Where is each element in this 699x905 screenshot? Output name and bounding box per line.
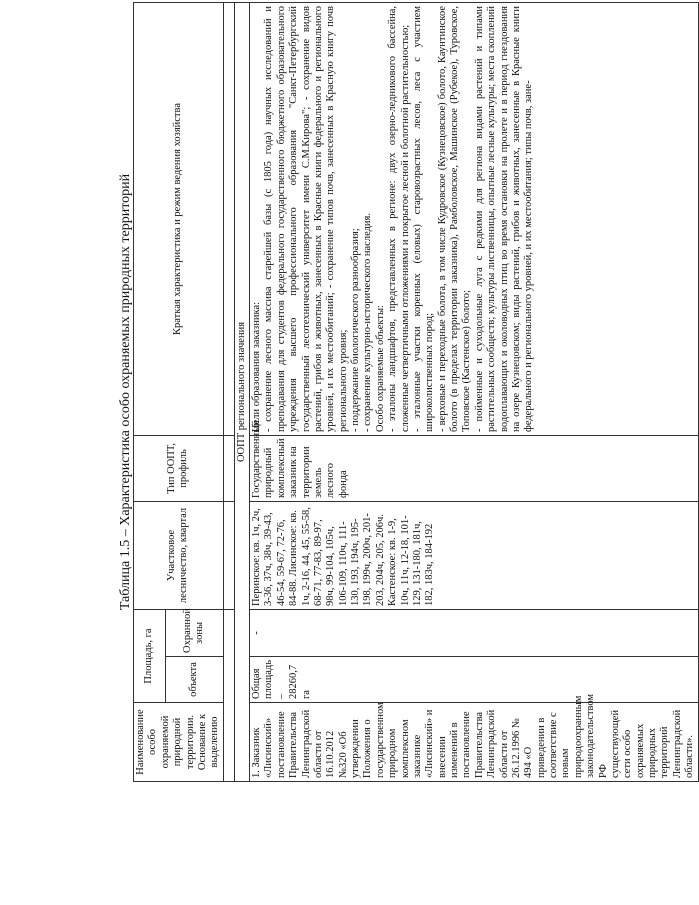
goal-item: - сохранение культурно-исторического наследия. <box>362 212 374 432</box>
goal-item: - поддержание биологического разнообразия; <box>350 228 361 432</box>
section-row <box>234 2 249 781</box>
object-item: - эталоны ландшафтов, представленных в регионе: двух озерно-ледникового бассейна, сложенные четвертичными отложениями и покрытое лесной и болотной растительностью; <box>387 5 411 432</box>
column-number-4 <box>223 2 234 435</box>
objects-heading: Особо охраняемые объекты: <box>374 305 386 432</box>
header-area: Площадь, га <box>134 609 166 702</box>
cell-forestry: Перинское: кв. 1ч, 2ч, 3-36, 37ч, 38ч, 39-43, 46-54, 59-67, 72-76, 84-88. Лисинское: кв. 1ч, 2-16, 44, 45, 55-58, 68-71, 77-83, 89-97, 98ч, 99-104, 105ч, 106-109, 110ч, 111-130, 193, 194ч, 195-198, 199ч, 200ч, 201-203, 204ч, 205, 206ч. Кастенское: кв. 1-9, 10ч, 11ч, 12-18, 101-129, 131-180, 181ч, 182, 183ч, 184-192 <box>250 501 699 609</box>
column-number-2 <box>223 501 234 609</box>
section-title: ООПТ регионального значения <box>234 2 249 781</box>
goals-heading: Цели образования заказника: <box>251 301 262 432</box>
object-item: - эталонные участки коренных (еловых) старовозрастных лесов, леса с участием широколиственных пород; <box>411 5 436 432</box>
column-number-row <box>223 2 234 781</box>
header-type: Тип ООПТ, профиль <box>134 435 224 501</box>
object-item: - пойменные и суходольные луга с редкими для региона видами растений и типами растительных сообществ; культуры лиственницы, опытные лесные культуры; места скоплений водоплавающих и околоводных птиц во время остановки на пролете и в период гнездования на озере Кузнецовском; виды растений, грибов и животных, занесенные в Красные книги федерального и регионального уровней, и их местообитания; типы почв, зане- <box>473 5 535 432</box>
cell-name: 1. Заказник «Лисинский» постановление Правительства Ленинградской области от 16.10.2012 №320 «Об утверждении Положения о государственном природном комплексном заказнике «Лисинский» и внесении изменений в постановление Правительства Ленинградской области от 26.12.1996 № 494 «О приведении в соответствие с новым природоохранным законодательством РФ существующей сети особо охраняемых природных территорий Ленинградской области». <box>250 703 699 782</box>
protected-areas-table <box>133 2 699 782</box>
header-area-object: объекта <box>165 657 223 703</box>
object-item: - верховые и переходные болота, в том числе Кудровское (Кузнецовское) болото, Каунтинское болото (в пределах территории заказника), Рамболовское, Машинское (Рубекое), Туровское, Топовское (Кастенское) болото; <box>436 5 473 432</box>
cell-area-object: Общая площадь – 28260,7 га <box>250 657 699 703</box>
header-name: Наименование особо охраняемой природной территории. Основание к выделению <box>134 703 224 782</box>
table-caption: Таблица 1.5 – Характеристика особо охраняемых природных территорий <box>118 173 133 611</box>
cell-description <box>250 2 699 435</box>
table-row <box>250 2 699 781</box>
cell-area-buffer: - <box>250 609 699 656</box>
header-row <box>134 2 166 781</box>
header-area-buffer: Охранной зоны <box>165 609 223 656</box>
column-number-3 <box>223 435 234 501</box>
cell-type: Государственный природный комплексный заказник на территории земель лесного фонда <box>250 435 699 501</box>
goal-item: - сохранение лесного массива старейшей базы (с 1805 года) научных исследований и преподавания для студентов федерального государственного бюджетного образовательного учреждения высшего профессионального образования "Санкт-Петербургский государственный лесотехнический университет имени С.М.Кирова"; - сохранение видов растений, грибов и животных, занесенных в Красные книги федерального и регионального уровней, и их местообитаний; - сохранение типов почв, занесенных в Красную книгу почв регионального уровня; <box>263 5 349 432</box>
header-forestry: Участковое лесничество, квартал <box>134 501 224 609</box>
column-number-1 <box>223 609 234 781</box>
header-description: Краткая характеристика и режим ведения хозяйства <box>134 2 224 435</box>
